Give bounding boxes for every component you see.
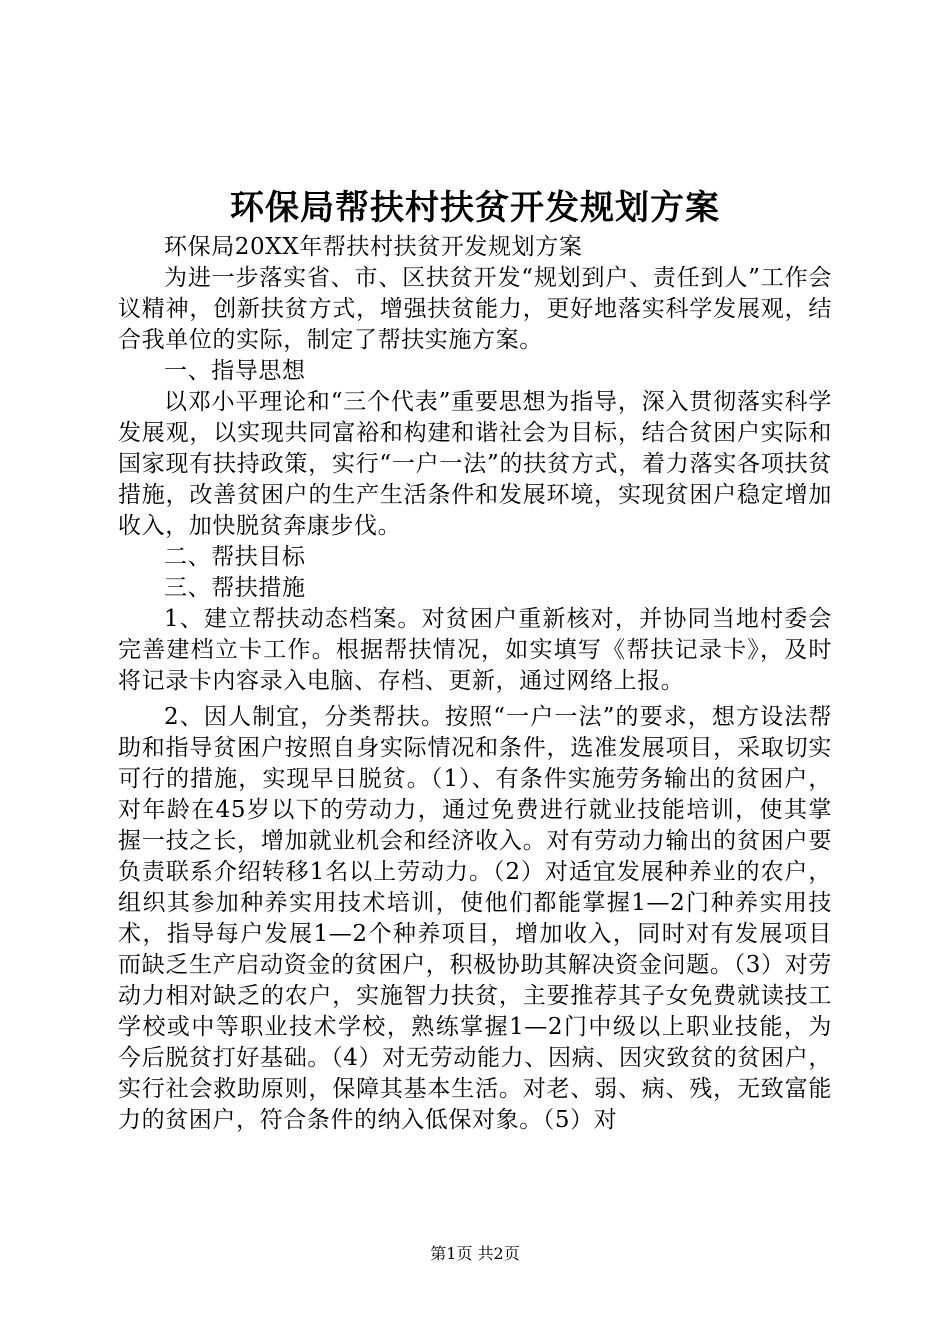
paragraph-intro: 为进一步落实省、市、区扶贫开发“规划到户、责任到人”工作会议精神，创新扶贫方式，增强扶贫能力，更好地落实科学发展观，结合我单位的实际，制定了帮扶实施方案。 <box>118 265 832 353</box>
paragraph-measure-1: 1、建立帮扶动态档案。对贫困户重新核对，并协同当地村委会完善建档立卡工作。根据帮扶情况，如实填写《帮扶记录卡》，及时将记录卡内容录入电脑、存档、更新，通过网络上报。 <box>118 606 832 694</box>
heading-guiding-ideology: 一、指导思想 <box>164 358 306 384</box>
paragraph-subtitle: 环保局20XX年帮扶村扶贫开发规划方案 <box>164 234 583 260</box>
paragraph-guiding-ideology: 以邓小平理论和“三个代表”重要思想为指导，深入贯彻落实科学发展观，以实现共同富裕和构建和谐社会为目标，结合贫困户实际和国家现有扶持政策，实行“一户一法”的扶贫方式，着力落实各项扶贫措施，改善贫困户的生产生活条件和发展环境，实现贫困户稳定增加收入，加快脱贫奔康步伐。 <box>118 389 832 539</box>
document-body <box>118 232 832 1136</box>
heading-assistance-measures: 三、帮扶措施 <box>164 575 306 601</box>
page-number: 第1页 共2页 <box>430 1244 520 1263</box>
paragraph-measure-2: 2、因人制宜，分类帮扶。按照“一户一法”的要求，想方设法帮助和指导贫困户按照自身实际情况和条件，选准发展项目，采取切实可行的措施，实现早日脱贫。（1）、有条件实施劳务输出的贫困户，对年龄在45岁以下的劳动力，通过免费进行就业技能培训，使其掌握一技之长，增加就业机会和经济收入。对有劳动力输出的贫困户要负责联系介绍转移1名以上劳动力。（2）对适宜发展种养业的农户，组织其参加种养实用技术培训，使他们都能掌握1—2门种养实用技术，指导每户发展1—2个种养项目，增加收入，同时对有发展项目而缺乏生产启动资金的贫困户，积极协助其解决资金问题。（3）对劳动力相对缺乏的农户，实施智力扶贫，主要推荐其子女免费就读技工学校或中等职业技术学校，熟练掌握1—2门中级以上职业技能，为今后脱贫打好基础。（4）对无劳动能力、因病、因灾致贫的贫困户，实行社会救助原则，保障其基本生活。对老、弱、病、残，无致富能力的贫困户，符合条件的纳入低保对象。（5）对 <box>118 704 832 1133</box>
document-title: 环保局帮扶村扶贫开发规划方案 <box>230 188 720 228</box>
heading-assistance-goals: 二、帮扶目标 <box>164 544 306 570</box>
